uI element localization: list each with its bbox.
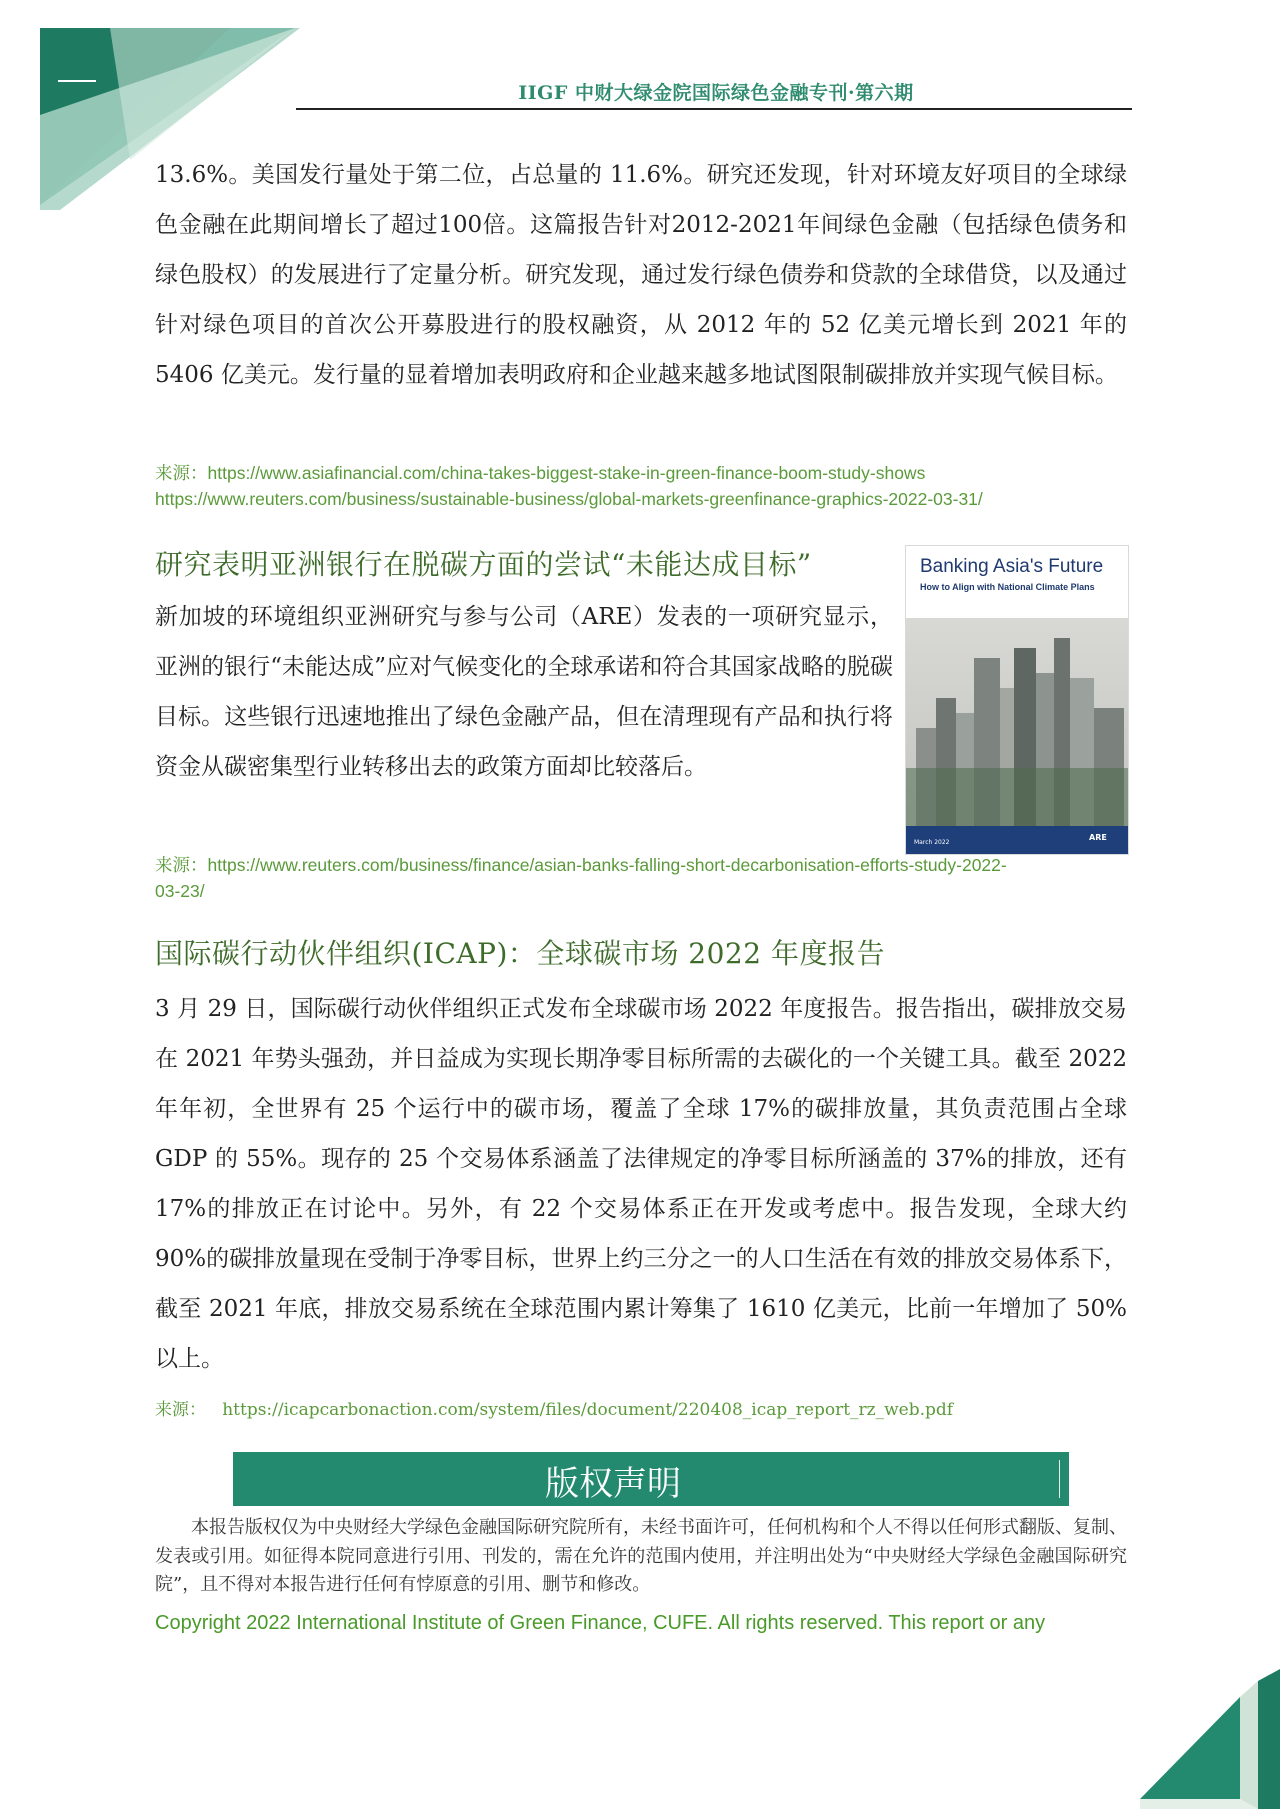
source-link[interactable]: https://www.reuters.com/business/finance/asian-banks-falling-short-decarbonisation-efforts-study-2022- bbox=[207, 855, 1007, 875]
source-label: 来源： bbox=[155, 463, 208, 483]
source-link[interactable]: https://www.asiafinancial.com/china-takes-biggest-stake-in-green-finance-boom-study-shows bbox=[207, 463, 926, 483]
source-link[interactable]: https://www.reuters.com/business/sustainable-business/global-markets-greenfinance-graphics-2022-03-31/ bbox=[155, 489, 983, 509]
copyright-title: 版权声明 bbox=[545, 1464, 681, 1504]
section2-paragraph: 新加坡的环境组织亚洲研究与参与公司（ARE）发表的一项研究显示，亚洲的银行“未能达成”应对气候变化的全球承诺和符合其国家战略的脱碳目标。这些银行迅速地推出了绿色金融产品，但在清理现有产品和执行将资金从碳密集型行业转移出去的政策方面却比较落后。 bbox=[155, 604, 893, 780]
cover-title: Banking Asia's Future bbox=[920, 556, 1104, 577]
section2-heading: 研究表明亚洲银行在脱碳方面的尝试“未能达成目标” bbox=[155, 548, 812, 581]
corner-decoration-bottom bbox=[1130, 1669, 1280, 1809]
section3-heading: 国际碳行动伙伴组织(ICAP)：全球碳市场 2022 年度报告 bbox=[155, 937, 885, 970]
source-label: 来源： bbox=[155, 855, 208, 875]
banner-divider bbox=[1059, 1460, 1060, 1498]
copyright-banner bbox=[233, 1452, 1069, 1506]
header-title: IIGF 中财大绿金院国际绿色金融专刊·第六期 bbox=[518, 82, 914, 104]
section2-source bbox=[155, 852, 1007, 904]
section3-source bbox=[155, 1397, 953, 1423]
skyline-image bbox=[906, 618, 1128, 855]
source-label: 来源： bbox=[155, 1400, 206, 1420]
section3-paragraph: 3 月 29 日，国际碳行动伙伴组织正式发布全球碳市场 2022 年度报告。报告指出，碳排放交易在 2021 年势头强劲，并日益成为实现长期净零目标所需的去碳化的一个关键工具。截至 2022 年年初，全世界有 25 个运行中的碳市场，覆盖了全球 17%的碳排放量，其负责范围占全球 GDP 的 55%。现存的 25 个交易体系涵盖了法律规定的净零目标所涵盖的 37%的排放，还有 17%的排放正在讨论中。另外，有 22 个交易体系正在开发或考虑中。报告发现，全球大约 90%的碳排放量现在受制于净零目标，世界上约三分之一的人口生活在有效的排放交易体系下，截至 2021 年底，排放交易系统在全球范围内累计筹集了 1610 亿美元，比前一年增加了 50%以上。 bbox=[155, 996, 1127, 1372]
header-rule bbox=[296, 108, 1132, 110]
cover-subtitle: How to Align with National Climate Plans bbox=[920, 582, 1095, 592]
section1-paragraph: 13.6%。美国发行量处于第二位，占总量的 11.6%。研究还发现，针对环境友好项目的全球绿色金融在此期间增长了超过100倍。这篇报告针对2012-2021年间绿色金融（包括绿色债务和绿色股权）的发展进行了定量分析。研究发现，通过发行绿色债券和贷款的全球借贷，以及通过针对绿色项目的首次公开募股进行的股权融资，从 2012 年的 52 亿美元增长到 2021 年的 5406 亿美元。发行量的显着增加表明政府和企业越来越多地试图限制碳排放并实现气候目标。 bbox=[155, 162, 1127, 388]
report-cover-image bbox=[905, 545, 1129, 855]
copyright-text-en: Copyright 2022 International Institute of Green Finance, CUFE. All rights reserved. This report or any bbox=[155, 1612, 1046, 1634]
cover-date: March 2022 bbox=[914, 839, 950, 846]
section1-source bbox=[155, 460, 983, 512]
source-link[interactable]: https://icapcarbonaction.com/system/files/document/220408_icap_report_rz_web.pdf bbox=[222, 1400, 954, 1420]
corner-dash bbox=[58, 80, 96, 82]
cover-logo: ARE bbox=[1089, 833, 1107, 842]
source-link[interactable]: 03-23/ bbox=[155, 881, 205, 901]
copyright-text-cn: 本报告版权仅为中央财经大学绿色金融国际研究院所有，未经书面许可，任何机构和个人不得以任何形式翻版、复制、发表或引用。如征得本院同意进行引用、刊发的，需在允许的范围内使用，并注明出处为“中央财经大学绿色金融国际研究院”，且不得对本报告进行任何有悖原意的引用、删节和修改。 bbox=[155, 1517, 1127, 1595]
